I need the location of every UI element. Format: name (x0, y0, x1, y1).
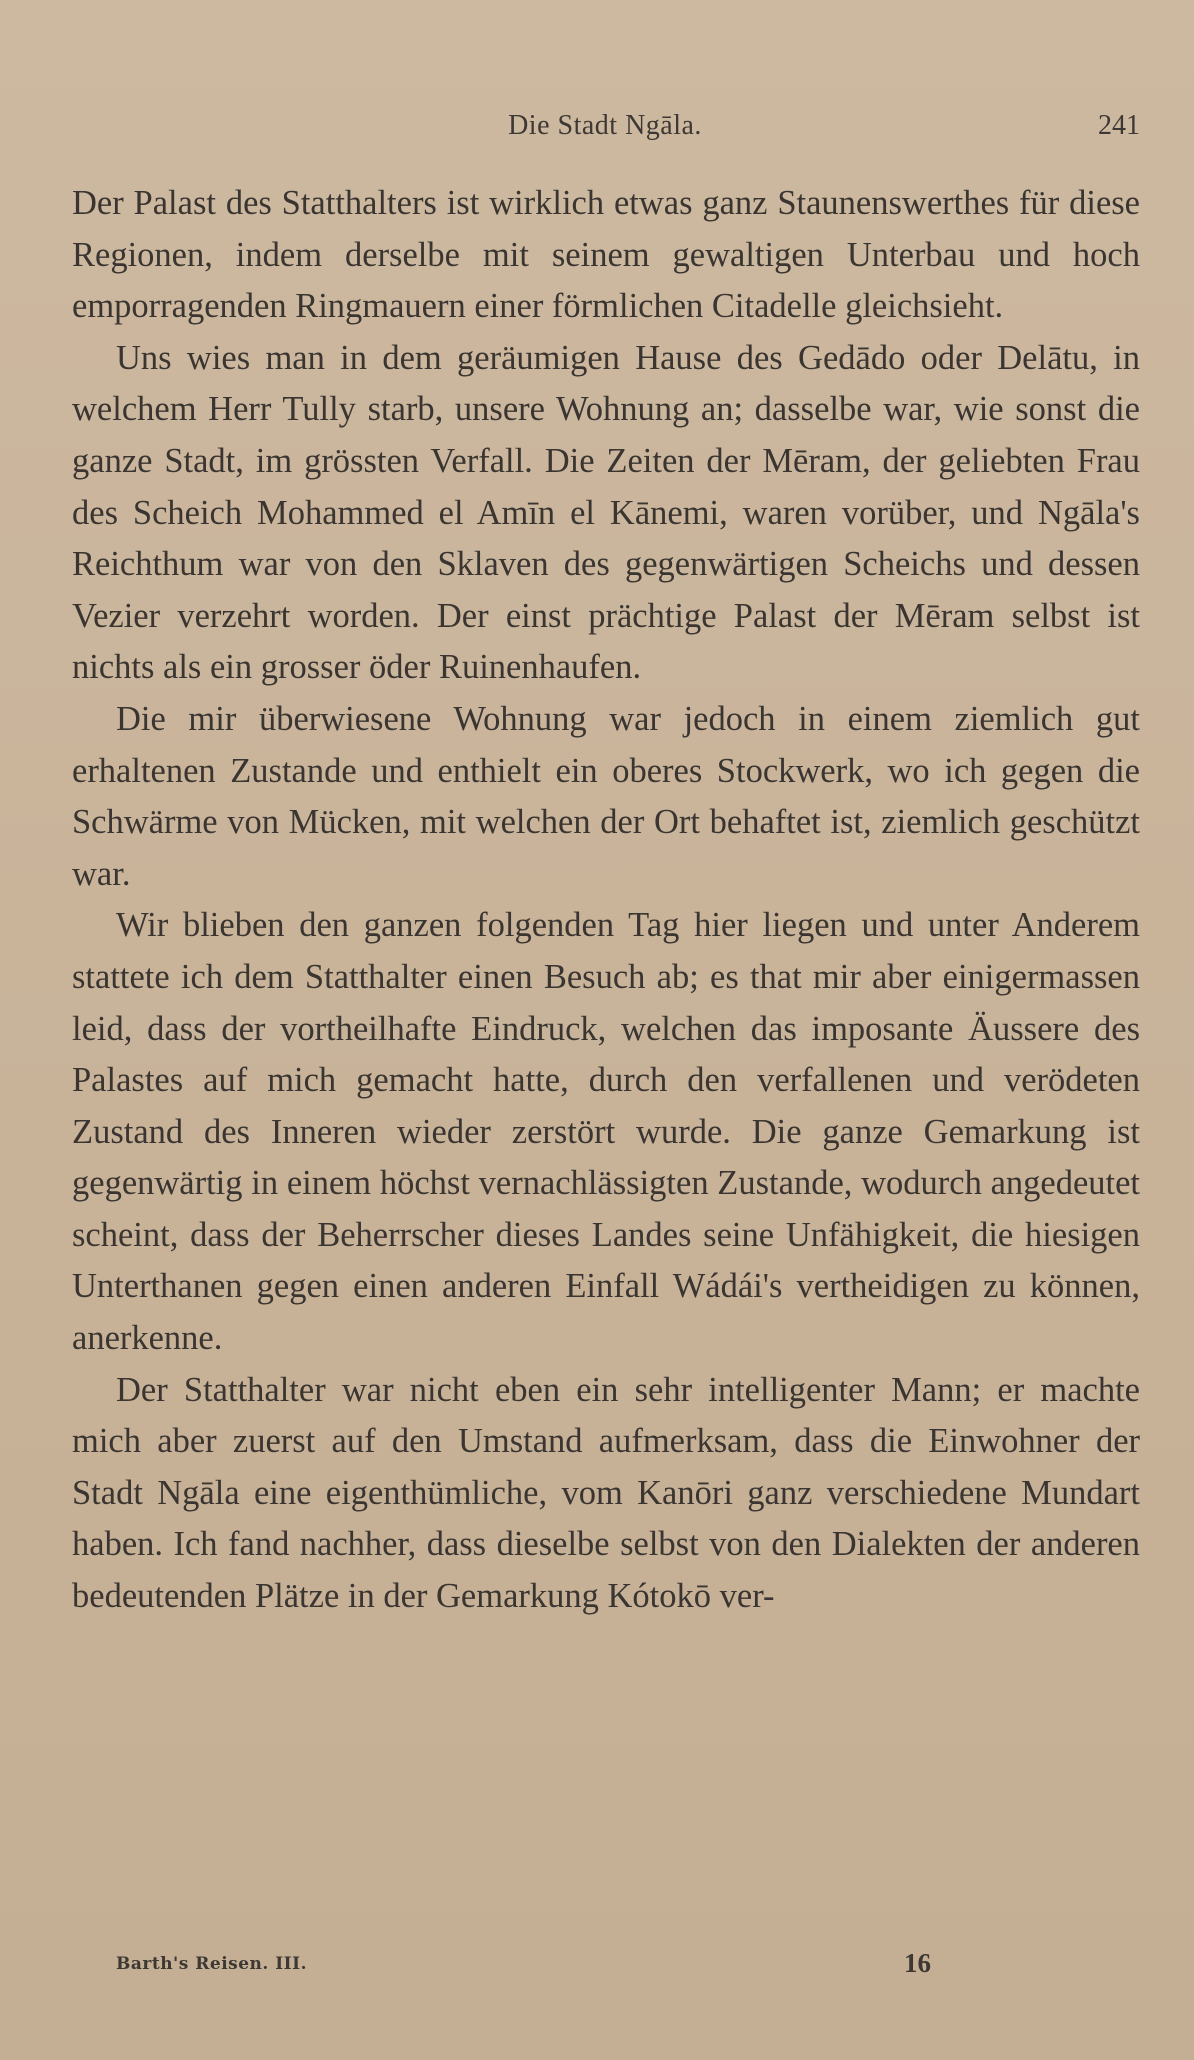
paragraph-4: Wir blieben den ganzen folgenden Tag hier liegen und unter Anderem stattete ich dem Statthalter einen Besuch ab; es that mir aber einigermassen leid, dass der vortheilhafte Eindruck, welchen das imposante Äussere des Palastes auf mich gemacht hatte, durch den verfallenen und verödeten Zustand des Inneren wieder zerstört wurde. Die ganze Gemarkung ist gegenwärtig in einem höchst vernachlässigten Zustande, wodurch angedeutet scheint, dass der Beherrscher dieses Landes seine Unfähigkeit, die hiesigen Unterthanen gegen einen anderen Einfall Wádái's vertheidigen zu können, anerkenne. (72, 906, 1140, 1358)
running-title: Die Stadt Ngāla. (508, 110, 702, 141)
page-header (70, 110, 1140, 152)
page-number: 241 (1098, 110, 1140, 141)
paragraph-3: Die mir überwiesene Wohnung war jedoch in einem ziemlich gut erhaltenen Zustande und enthielt ein oberes Stockwerk, wo ich gegen die Schwärme von Mücken, mit welchen der Ort behaftet ist, ziemlich geschützt war. (72, 699, 1140, 893)
printer-signature: Barth's Reisen. III. (116, 1954, 308, 1974)
paragraph-1: Der Palast des Statthalters ist wirklich etwas ganz Staunenswerthes für diese Regionen, indem derselbe mit seinem gewaltigen Unterbau und hoch emporragenden Ringmauern einer förmlichen Citadelle gleichsieht. (72, 184, 1140, 326)
signature-number: 16 (904, 1948, 931, 1978)
page-footer (116, 1948, 1016, 1982)
paragraph-2: Uns wies man in dem geräumigen Hause des Gedādo oder Delātu, in welchem Herr Tully starb, unsere Wohnung an; dasselbe war, wie sonst die ganze Stadt, im grössten Verfall. Die Zeiten der Mēram, der geliebten Frau des Scheich Mohammed el Amīn el Kānemi, waren vorüber, und Ngāla's Reichthum war von den Sklaven des gegenwärtigen Scheichs und dessen Vezier verzehrt worden. Der einst prächtige Palast der Mēram selbst ist nichts als ein grosser öder Ruinenhaufen. (72, 338, 1140, 687)
paragraph-5: Der Statthalter war nicht eben ein sehr intelligenter Mann; er machte mich aber zuerst auf den Umstand aufmerksam, dass die Einwohner der Stadt Ngāla eine eigenthümliche, vom Kanōri ganz verschiedene Mundart haben. Ich fand nachher, dass dieselbe selbst von den Dialekten der anderen bedeutenden Plätze in der Gemarkung Kótokō ver- (72, 1370, 1140, 1616)
body-text (72, 178, 1140, 1623)
